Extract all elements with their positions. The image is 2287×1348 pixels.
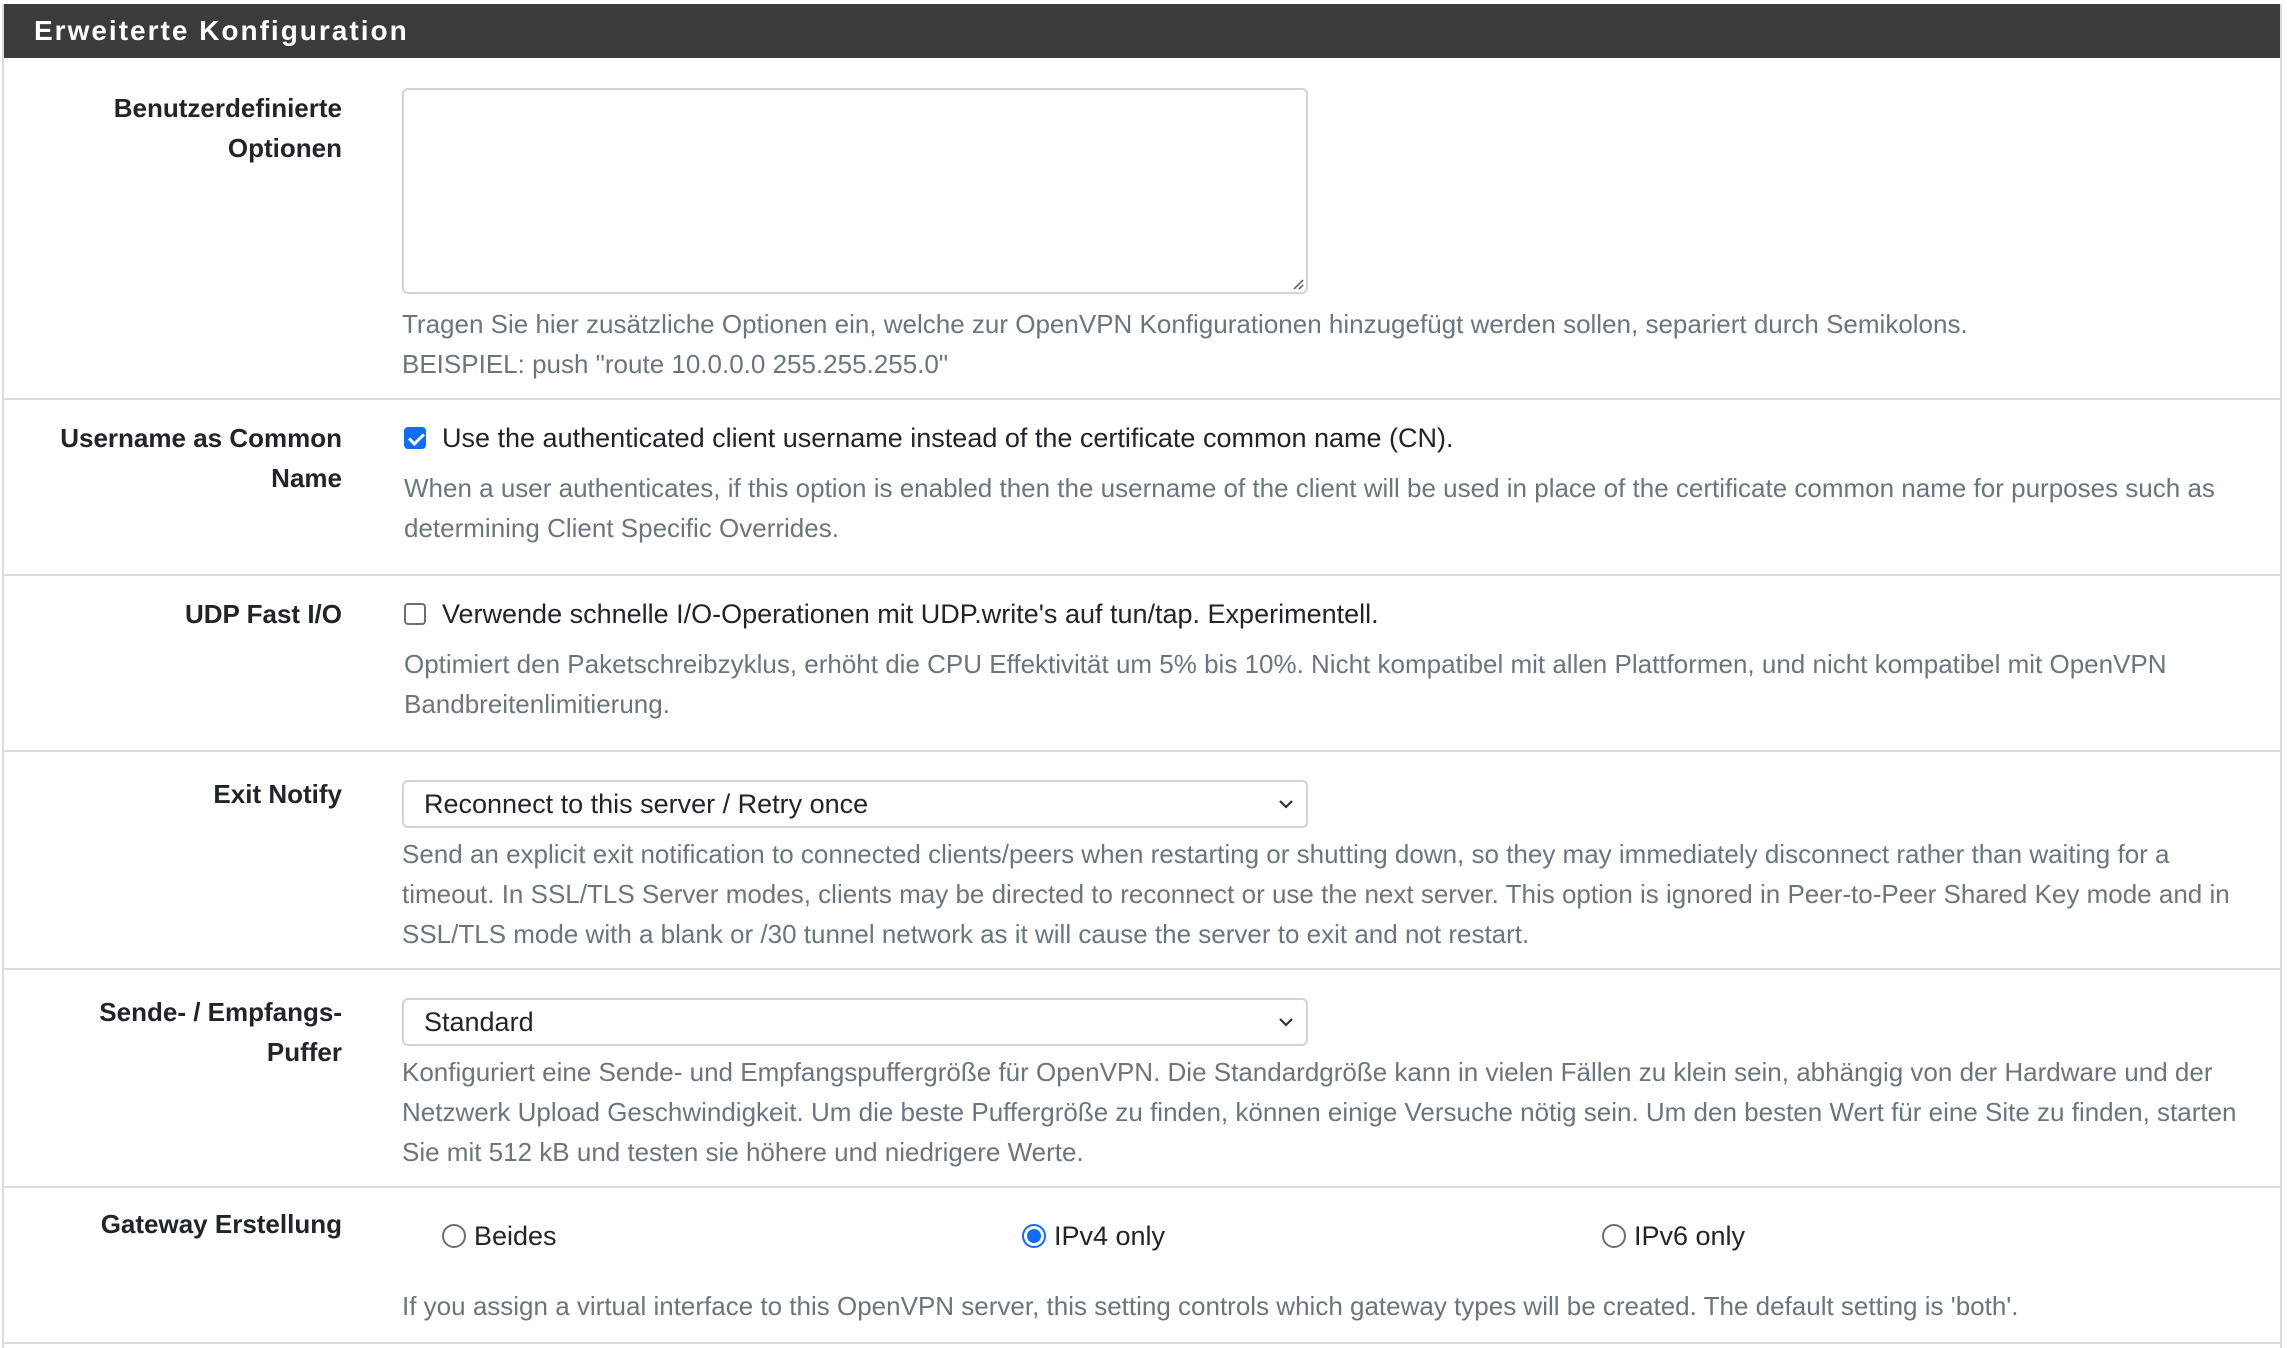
exit-notify-row [4, 750, 2280, 968]
username-cn-option[interactable]: Use the authenticated client username instead of the certificate common name (CN). [404, 418, 1454, 458]
buffer-label: Sende- / Empfangs- Puffer [99, 997, 342, 1067]
gateway-option-both[interactable]: Beides [442, 1216, 557, 1256]
username-cn-help: When a user authenticates, if this option is enabled then the username of the client will be used in place of the certificate common name for purposes such as determining Client Specific Overrides. [404, 473, 2215, 543]
custom-options-row [4, 58, 2280, 398]
gateway-option-ipv4[interactable]: IPv4 only [1022, 1216, 1165, 1256]
resize-grip-icon[interactable] [1292, 278, 1304, 290]
chevron-down-icon [1276, 1012, 1296, 1032]
udp-fast-io-label: UDP Fast I/O [184, 599, 342, 629]
udp-fast-io-help: Optimiert den Paketschreibzyklus, erhöht die CPU Effektivität um 5% bis 10%. Nicht kompatibel mit allen Plattformen, und nicht kompatibel mit OpenVPN Bandbreitenlimitierung. [404, 649, 2167, 719]
gateway-radio-ipv4[interactable] [1022, 1224, 1046, 1248]
gateway-help: If you assign a virtual interface to this OpenVPN server, this setting controls which gateway types will be created. The default setting is 'both'. [402, 1291, 2019, 1321]
gateway-label: Gateway Erstellung [100, 1209, 342, 1239]
username-cn-row [4, 398, 2280, 574]
next-row-divider [4, 1342, 2280, 1348]
exit-notify-select[interactable]: Reconnect to this server / Retry once [402, 780, 1308, 828]
exit-notify-label: Exit Notify [213, 779, 342, 809]
buffer-row [4, 968, 2280, 1186]
custom-options-help: Tragen Sie hier zusätzliche Optionen ein, welche zur OpenVPN Konfigurationen hinzugefügt werden sollen, separiert durch Semikolons. BEISPIEL: push "route 10.0.0.0 255.255.255.0" [402, 309, 1968, 379]
gateway-row [4, 1186, 2280, 1342]
username-cn-label: Username as Common Name [60, 423, 342, 493]
custom-options-label: Benutzerdefinierte Optionen [113, 93, 342, 163]
advanced-config-panel [2, 4, 2282, 1348]
chevron-down-icon [1276, 794, 1296, 814]
udp-fast-io-row [4, 574, 2280, 750]
gateway-radio-both[interactable] [442, 1224, 466, 1248]
udp-fast-io-option[interactable]: Verwende schnelle I/O-Operationen mit UDP.write's auf tun/tap. Experimentell. [404, 594, 1379, 634]
buffer-help: Konfiguriert eine Sende- und Empfangspuffergröße für OpenVPN. Die Standardgröße kann in vielen Fällen zu klein sein, abhängig von der Hardware und der Netzwerk Upload Geschwindigkeit. Um die beste Puffergröße zu finden, können einige Versuche nötig sein. Um den besten Wert für eine Site zu finden, starten Sie mit 512 kB und testen sie höhere und niedrigere Werte. [402, 1057, 2237, 1167]
udp-fast-io-checkbox[interactable] [404, 603, 426, 625]
gateway-radio-ipv6[interactable] [1602, 1224, 1626, 1248]
custom-options-textarea[interactable] [402, 88, 1308, 294]
buffer-select[interactable]: Standard [402, 998, 1308, 1046]
gateway-option-ipv6[interactable]: IPv6 only [1602, 1216, 1745, 1256]
exit-notify-help: Send an explicit exit notification to connected clients/peers when restarting or shutting down, so they may immediately disconnect rather than waiting for a timeout. In SSL/TLS Server modes, clients may be directed to reconnect or use the next server. This option is ignored in Peer-to-Peer Shared Key mode and in SSL/TLS mode with a blank or /30 tunnel network as it will cause the server to exit and not restart. [402, 839, 2230, 949]
panel-title: Erweiterte Konfiguration [4, 4, 2280, 58]
username-cn-checkbox[interactable] [404, 427, 426, 449]
